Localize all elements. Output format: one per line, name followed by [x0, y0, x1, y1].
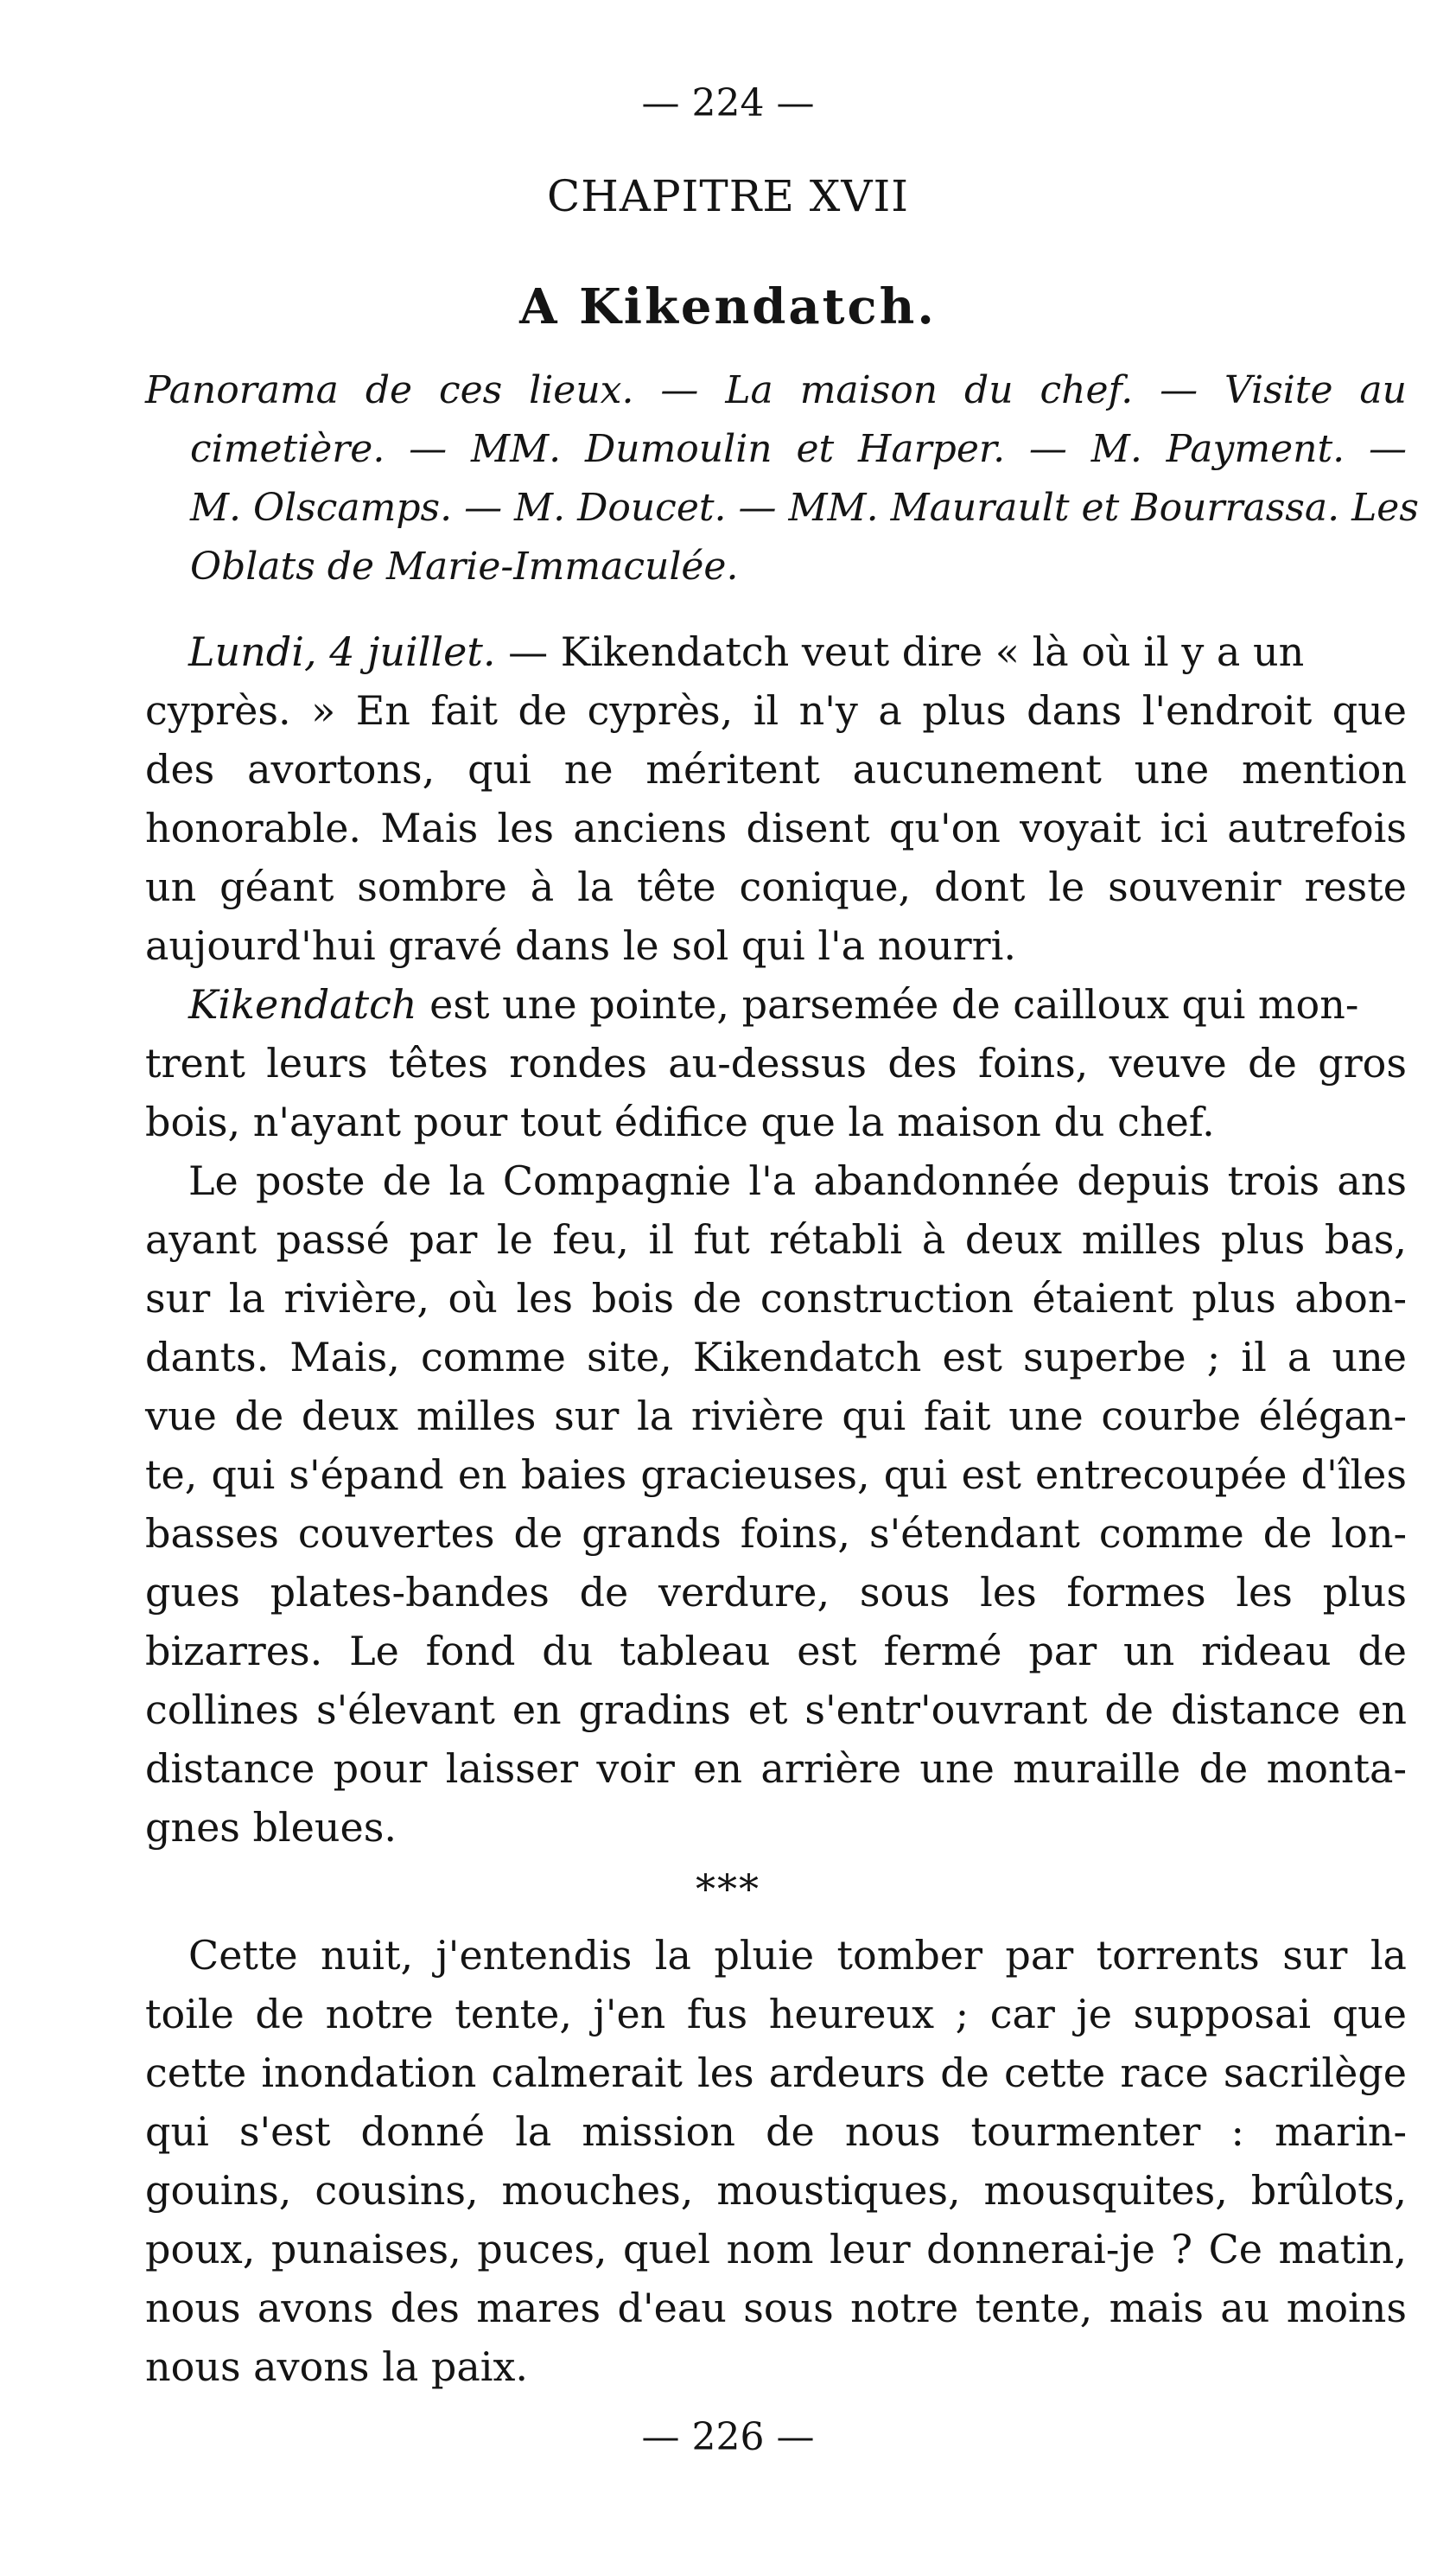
paragraph-line: aujourd'hui gravé dans le sol qui l'a nourri.: [145, 922, 1016, 969]
paragraph-line: vue de deux milles sur la rivière qui fait une courbe élégan-: [145, 1393, 1407, 1439]
paragraph-line: bois, n'ayant pour tout édifice que la maison du chef.: [145, 1099, 1215, 1145]
paragraph-line: cyprès. » En fait de cyprès, il n'y a plus dans l'endroit que: [145, 687, 1407, 734]
paragraph-line: qui s'est donné la mission de nous tourmenter : marin-: [145, 2108, 1407, 2155]
chapter-heading: CHAPITRE XVII: [547, 171, 909, 221]
paragraph-line: toile de notre tente, j'en fus heureux ; car je supposai que: [145, 1991, 1407, 2037]
summary-line: cimetière. — MM. Dumoulin et Harper. — M. Payment. —: [190, 427, 1407, 471]
paragraph-text: est une pointe, parsemée de cailloux qui mon-: [429, 981, 1359, 1028]
paragraph-line: distance pour laisser voir en arrière une muraille de monta-: [145, 1745, 1407, 1792]
page-footer-number: — 226 —: [641, 2415, 815, 2459]
date-label: Lundi, 4 juillet.: [188, 628, 496, 675]
paragraph-line: nous avons des mares d'eau sous notre tente, mais au moins: [145, 2285, 1407, 2331]
paragraph-line: collines s'élevant en gradins et s'entr'ouvrant de distance en: [145, 1686, 1407, 1733]
paragraph-line: un géant sombre à la tête conique, dont le souvenir reste: [145, 864, 1407, 910]
paragraph-line: cette inondation calmerait les ardeurs de cette race sacrilège: [145, 2049, 1407, 2096]
page-header-number: — 224 —: [641, 81, 815, 125]
paragraph-line: [188, 978, 1407, 1030]
summary-line: M. Olscamps. — M. Doucet. — MM. Maurault et Bourrassa. Les: [190, 486, 1419, 530]
paragraph-line: des avortons, qui ne méritent aucunement une mention: [145, 746, 1407, 793]
paragraph-line: ayant passé par le feu, il fut rétabli à deux milles plus bas,: [145, 1216, 1407, 1263]
paragraph-line: honorable. Mais les anciens disent qu'on voyait ici autrefois: [145, 805, 1407, 851]
summary-line: Panorama de ces lieux. — La maison du chef. — Visite au: [145, 368, 1407, 412]
place-label: Kikendatch: [188, 981, 417, 1028]
summary-line: Oblats de Marie-Immaculée.: [190, 545, 739, 589]
paragraph-line: trent leurs têtes rondes au-dessus des foins, veuve de gros: [145, 1040, 1407, 1087]
paragraph-line: dants. Mais, comme site, Kikendatch est superbe ; il a une: [145, 1334, 1407, 1380]
paragraph-line: bizarres. Le fond du tableau est fermé par un rideau de: [145, 1628, 1407, 1674]
paragraph-line: sur la rivière, où les bois de construction étaient plus abon-: [145, 1275, 1407, 1322]
chapter-title: A Kikendatch.: [519, 278, 937, 335]
paragraph-line: poux, punaises, puces, quel nom leur donnerai-je ? Ce matin,: [145, 2226, 1407, 2272]
paragraph-line: gnes bleues.: [145, 1804, 397, 1851]
paragraph-line: [188, 626, 1407, 678]
paragraph-line: nous avons la paix.: [145, 2343, 529, 2390]
section-separator: ***: [696, 1865, 760, 1912]
paragraph-line: basses couvertes de grands foins, s'étendant comme de lon-: [145, 1510, 1407, 1557]
paragraph-line: Cette nuit, j'entendis la pluie tomber par torrents sur la: [188, 1932, 1407, 1979]
paragraph-text: — Kikendatch veut dire « là où il y a un: [508, 628, 1305, 675]
paragraph-line: Le poste de la Compagnie l'a abandonnée depuis trois ans: [188, 1157, 1407, 1204]
paragraph-line: gouins, cousins, mouches, moustiques, mousquites, brûlots,: [145, 2167, 1407, 2214]
paragraph-line: te, qui s'épand en baies gracieuses, qui est entrecoupée d'îles: [145, 1451, 1407, 1498]
paragraph-line: gues plates-bandes de verdure, sous les formes les plus: [145, 1569, 1407, 1616]
